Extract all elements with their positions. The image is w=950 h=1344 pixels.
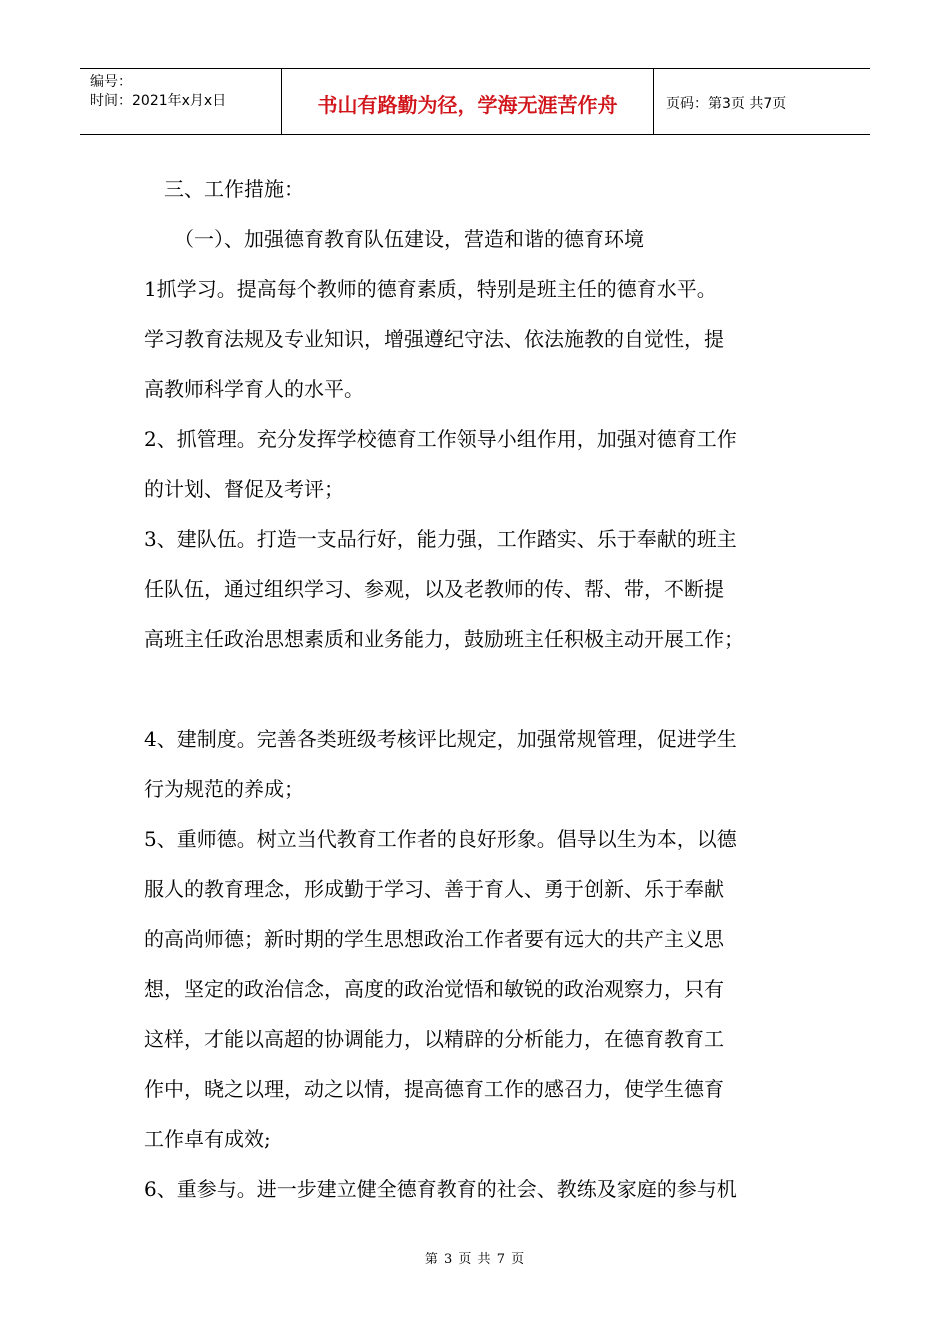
body-line: 1抓学习。提高每个教师的德育素质，特别是班主任的德育水平。 xyxy=(144,277,717,301)
paragraph-gap xyxy=(144,664,824,714)
body-line: 6、重参与。进一步建立健全德育教育的社会、教练及家庭的参与机 xyxy=(144,1177,737,1201)
body-line: 的计划、督促及考评； xyxy=(144,477,344,501)
document-header xyxy=(80,68,870,135)
section-title: 三、工作措施： xyxy=(164,177,304,201)
body-line: 行为规范的养成； xyxy=(144,777,304,801)
body-line: 高班主任政治思想素质和业务能力，鼓励班主任积极主动开展工作； xyxy=(144,627,744,651)
header-page-info: 页码：第3页 共7页 xyxy=(666,95,787,112)
body-line: 工作卓有成效; xyxy=(144,1127,271,1151)
document-number-label: 编号： xyxy=(90,74,132,90)
body-line: 的高尚师德；新时期的学生思想政治工作者要有远大的共产主义思 xyxy=(144,927,724,951)
subsection-title: （一）、加强德育教育队伍建设，营造和谐的德育环境 xyxy=(174,227,644,251)
body-line: 作中，晓之以理，动之以情，提高德育工作的感召力，使学生德育 xyxy=(144,1077,724,1101)
body-line: 5、重师德。树立当代教育工作者的良好形象。倡导以生为本，以德 xyxy=(144,827,737,851)
header-motto: 书山有路勤为径，学海无涯苦作舟 xyxy=(282,69,654,134)
body-line: 这样，才能以高超的协调能力，以精辟的分析能力，在德育教育工 xyxy=(144,1027,724,1051)
body-line: 任队伍，通过组织学习、参观，以及老教师的传、帮、带，不断提 xyxy=(144,577,724,601)
body-line: 高教师科学育人的水平。 xyxy=(144,377,364,401)
body-line: 2、抓管理。充分发挥学校德育工作领导小组作用，加强对德育工作 xyxy=(144,427,737,451)
body-line: 服人的教育理念，形成勤于学习、善于育人、勇于创新、乐于奉献 xyxy=(144,877,724,901)
body-line: 学习教育法规及专业知识，增强遵纪守法、依法施教的自觉性，提 xyxy=(144,327,724,351)
page-footer: 第 3 页 共 7 页 xyxy=(424,1252,526,1267)
body-line: 想，坚定的政治信念，高度的政治觉悟和敏锐的政治观察力，只有 xyxy=(144,977,724,1001)
header-meta-cell xyxy=(80,69,282,134)
document-time-label: 时间：2021年x月x日 xyxy=(90,93,227,109)
document-body xyxy=(144,164,824,1214)
body-line: 3、建队伍。打造一支品行好，能力强，工作踏实、乐于奉献的班主 xyxy=(144,527,737,551)
body-line: 4、建制度。完善各类班级考核评比规定，加强常规管理，促进学生 xyxy=(144,727,737,751)
